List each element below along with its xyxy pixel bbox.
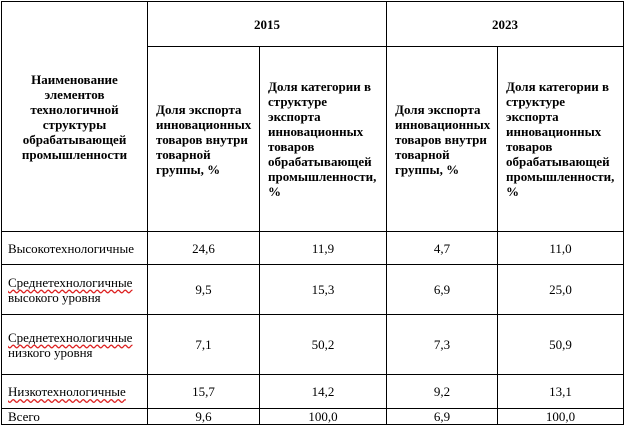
subheader-2015-export-share: Доля экспорта инновационных товаров внутри товарной группы, % (148, 47, 260, 232)
row-label-line1: Среднетехнологичные (8, 274, 133, 290)
row-label (2, 315, 148, 375)
subheader-2023-export-share: Доля экспорта инновационных товаров внутри товарной группы, % (387, 47, 498, 232)
cell-2023-category: 50,9 (498, 315, 624, 375)
row-label-line2: низкого уровня (8, 344, 93, 360)
cell-2015-export: 7,1 (148, 315, 260, 375)
row-label (2, 409, 148, 425)
cell-2023-export: 6,9 (387, 409, 498, 425)
cell-2015-category: 15,3 (260, 265, 387, 315)
cell-2015-export: 9,6 (148, 409, 260, 425)
row-label-line1: Среднетехнологичные (8, 329, 133, 345)
row-label (2, 232, 148, 265)
cell-2023-export: 4,7 (387, 232, 498, 265)
subheader-2015-category-share: Доля категории в структуре экспорта инновационных товаров обрабатывающей промышленности, % (260, 47, 387, 232)
cell-2015-category: 50,2 (260, 315, 387, 375)
cell-2023-export: 9,2 (387, 375, 498, 409)
cell-2015-category: 11,9 (260, 232, 387, 265)
row-label (2, 375, 148, 409)
year-header-2015: 2015 (148, 2, 387, 47)
cell-2015-category: 14,2 (260, 375, 387, 409)
table-row (2, 265, 624, 315)
row-label-line1: Высокотехнологичные (8, 240, 135, 256)
year-header-2023: 2023 (387, 2, 624, 47)
cell-2023-category: 100,0 (498, 409, 624, 425)
table-row (2, 409, 624, 425)
corner-header: Наименование элементов технологичной структуры обрабатывающей промышленности (2, 2, 148, 232)
cell-2023-category: 11,0 (498, 232, 624, 265)
cell-2023-category: 25,0 (498, 265, 624, 315)
table-row (2, 232, 624, 265)
cell-2015-category: 100,0 (260, 409, 387, 425)
cell-2023-export: 7,3 (387, 315, 498, 375)
export-structure-table (1, 1, 624, 425)
cell-2015-export: 9,5 (148, 265, 260, 315)
table-row (2, 315, 624, 375)
cell-2015-export: 24,6 (148, 232, 260, 265)
table-header-row-years (2, 2, 624, 47)
cell-2015-export: 15,7 (148, 375, 260, 409)
table-row (2, 375, 624, 409)
cell-2023-category: 13,1 (498, 375, 624, 409)
row-label (2, 265, 148, 315)
row-label-line2: высокого уровня (8, 289, 101, 305)
cell-2023-export: 6,9 (387, 265, 498, 315)
subheader-2023-category-share: Доля категории в структуре экспорта инновационных товаров обрабатывающей промышленности, % (498, 47, 624, 232)
row-label-line1: Низкотехнологичные (8, 384, 126, 399)
row-label-line1: Всего (8, 409, 40, 424)
